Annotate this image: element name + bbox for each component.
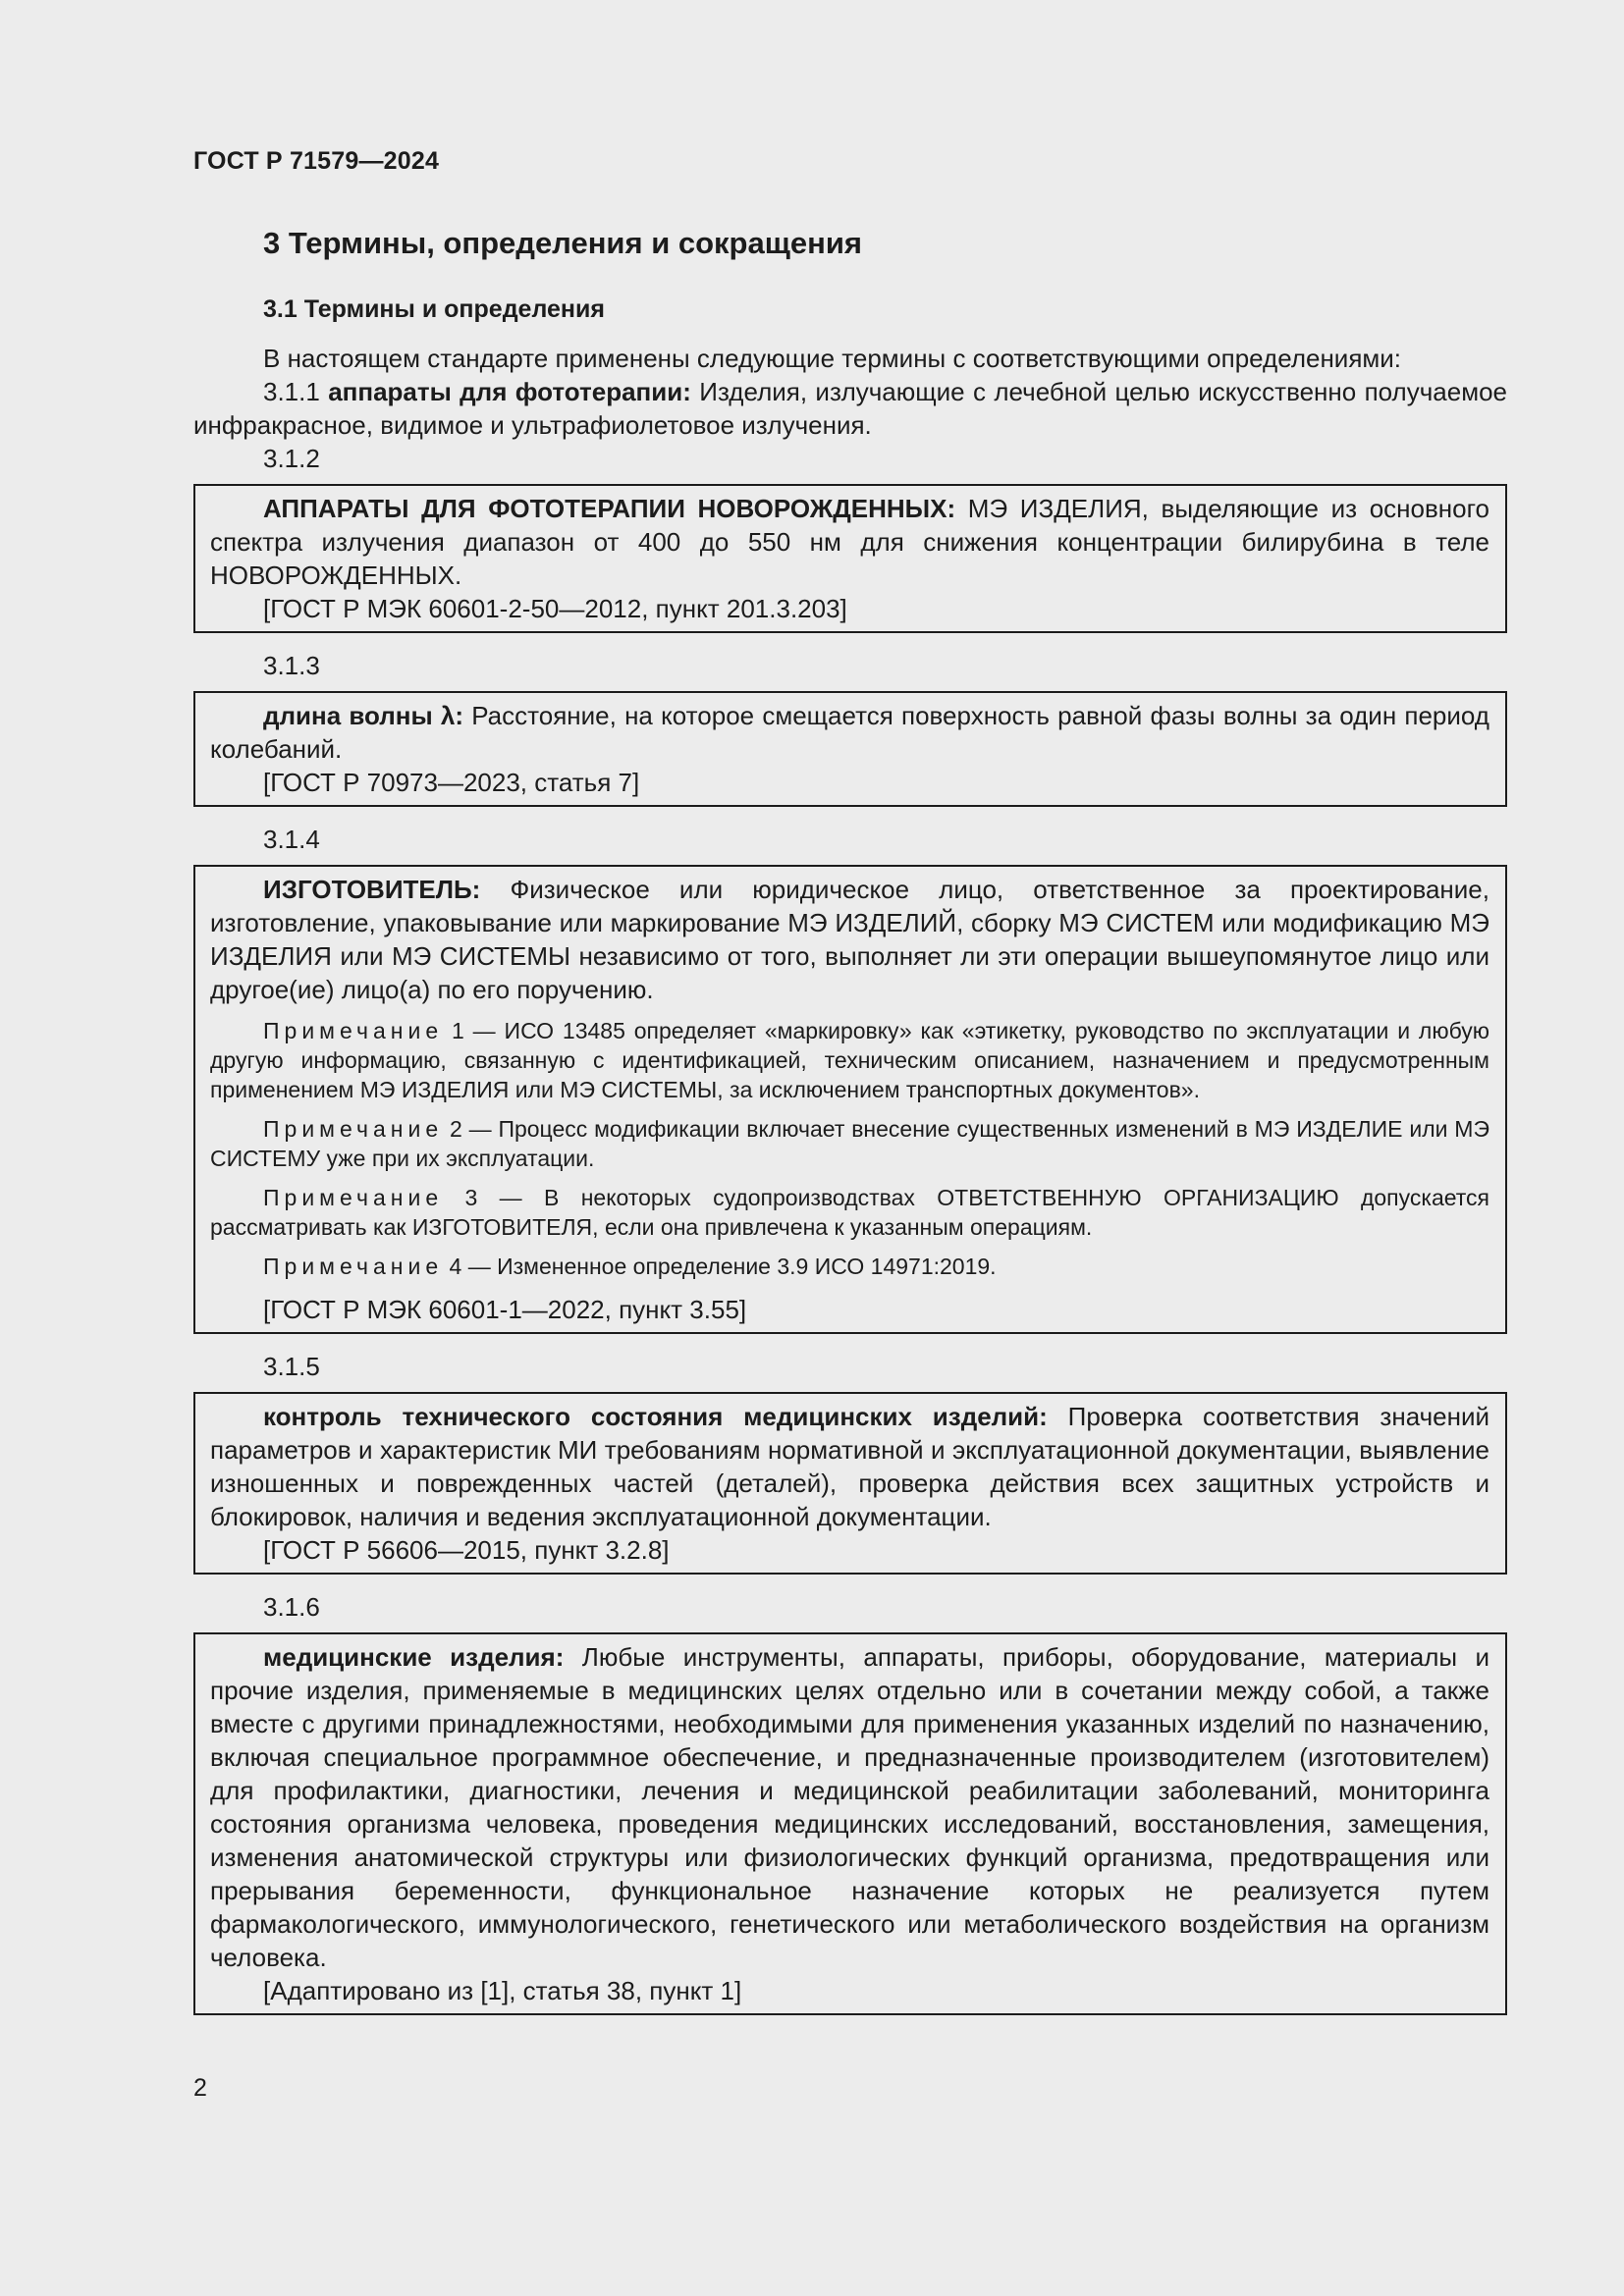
note-label: Примечание (263, 1254, 444, 1279)
page-number: 2 (193, 2074, 207, 2102)
subsection-title: 3.1 Термины и определения (263, 295, 605, 323)
term-number-3-1-4: 3.1.4 (263, 825, 320, 854)
term-3-1-1 (193, 375, 1507, 442)
term-box-3-1-6 (193, 1632, 1507, 2015)
note-text: 4 — Измененное определение 3.9 ИСО 14971:2019. (443, 1254, 997, 1279)
term-box-3-1-3 (193, 691, 1507, 807)
note-label: Примечание (263, 1116, 444, 1142)
term-definition: Изделия, излучающие с лечебной целью искусственно получаемое инфракрасное, видимое и ультрафиолетовое излучения. (193, 377, 1507, 440)
note-text: 2 — Процесс модификации включает внесение существенных изменений в МЭ ИЗДЕЛИЕ или МЭ СИСТЕМУ уже при их эксплуатации. (210, 1116, 1489, 1171)
terms-content (193, 342, 1507, 2031)
note-text: 3 — В некоторых судопроизводствах ОТВЕТСТВЕННУЮ ОРГАНИЗАЦИЮ допускается рассматривать как ИЗГОТОВИТЕЛЯ, если она привлечена к указанным операциям. (210, 1185, 1489, 1240)
term-name: АППАРАТЫ ДЛЯ ФОТОТЕРАПИИ НОВОРОЖДЕННЫХ: (263, 494, 956, 523)
term-number-3-1-5: 3.1.5 (263, 1352, 320, 1381)
term-name: медицинские изделия: (263, 1642, 565, 1672)
note-4 (210, 1252, 1489, 1281)
term-source: [ГОСТ Р 56606—2015, пункт 3.2.8] (263, 1535, 670, 1565)
term-source: [ГОСТ Р МЭК 60601-2-50—2012, пункт 201.3.203] (263, 594, 847, 623)
term-definition: Любые инструменты, аппараты, приборы, оборудование, материалы и прочие изделия, применяемые в медицинских целях отдельно или в сочетании между собой, а также вместе с другими принадлежностями, необходимыми для применения указанных изделий по назначению, включая специальное программное обеспечение, и предназначенные производителем (изготовителем) для профилактики, диагностики, лечения и медицинской реабилитации заболеваний, мониторинга состояния организма человека, проведения медицинских исследований, восстановления, замещения, изменения анатомической структуры или физиологических функций организма, предотвращения или прерывания беременности, функциональное назначение которых не реализуется путем фармакологического, иммунологического, генетического или метаболического воздействия на организм человека. (210, 1642, 1489, 1972)
term-number-3-1-6: 3.1.6 (263, 1592, 320, 1622)
term-definition-paragraph (210, 1400, 1489, 1533)
term-definition-paragraph (210, 873, 1489, 1006)
term-definition: МЭ ИЗДЕЛИЯ, выделяющие из основного спектра излучения диапазон от 400 до 550 нм для снижения концентрации билирубина в теле НОВОРОЖДЕННЫХ. (210, 494, 1489, 590)
term-box-3-1-5 (193, 1392, 1507, 1575)
term-name: аппараты для фототерапии: (328, 377, 691, 406)
term-definition: Расстояние, на которое смещается поверхность равной фазы волны за один период колебаний. (210, 701, 1489, 764)
term-source: [ГОСТ Р МЭК 60601-1—2022, пункт 3.55] (263, 1295, 747, 1324)
term-box-3-1-2 (193, 484, 1507, 633)
term-name: контроль технического состояния медицинских изделий: (263, 1402, 1048, 1431)
intro-paragraph: В настоящем стандарте применены следующие термины с соответствующими определениями: (263, 344, 1402, 373)
term-name: ИЗГОТОВИТЕЛЬ: (263, 875, 481, 904)
term-definition-paragraph (210, 699, 1489, 766)
note-label: Примечание (263, 1018, 444, 1043)
term-number-3-1-3: 3.1.3 (263, 651, 320, 680)
document-code: ГОСТ Р 71579—2024 (193, 147, 440, 175)
term-box-3-1-4 (193, 865, 1507, 1334)
note-text: 1 — ИСО 13485 определяет «маркировку» как «этикетку, руководство по эксплуатации и любую другую информацию, связанную с идентификацией, техническим описанием, назначением и предусмотренным применением МЭ ИЗДЕЛИЯ или МЭ СИСТЕМЫ, за исключением транспортных документов». (210, 1018, 1489, 1102)
term-definition: Проверка соответствия значений параметров и характеристик МИ требованиям нормативной и эксплуатационной документации, выявление изношенных и поврежденных частей (деталей), проверка действия всех защитных устройств и блокировок, наличия и ведения эксплуатационной документации. (210, 1402, 1490, 1531)
term-name: длина волны λ: (263, 701, 463, 730)
term-definition: Физическое или юридическое лицо, ответственное за проектирование, изготовление, упаковывание или маркирование МЭ ИЗДЕЛИЙ, сборку МЭ СИСТЕМ или модификацию МЭ ИЗДЕЛИЯ или МЭ СИСТЕМЫ независимо от того, выполняет ли эти операции вышеупомянутое лицо или другое(ие) лицо(а) по его поручению. (210, 875, 1489, 1004)
note-2 (210, 1114, 1489, 1173)
term-definition-paragraph (210, 492, 1489, 592)
term-number: 3.1.1 (263, 377, 320, 406)
note-3 (210, 1183, 1489, 1242)
note-1 (210, 1016, 1489, 1104)
term-definition-paragraph (210, 1640, 1489, 1974)
note-label: Примечание (263, 1185, 444, 1210)
section-title: 3 Термины, определения и сокращения (263, 226, 862, 260)
term-source: [ГОСТ Р 70973—2023, статья 7] (263, 768, 640, 797)
term-number-3-1-2: 3.1.2 (263, 444, 320, 473)
term-source: [Адаптировано из [1], статья 38, пункт 1] (263, 1976, 742, 2005)
